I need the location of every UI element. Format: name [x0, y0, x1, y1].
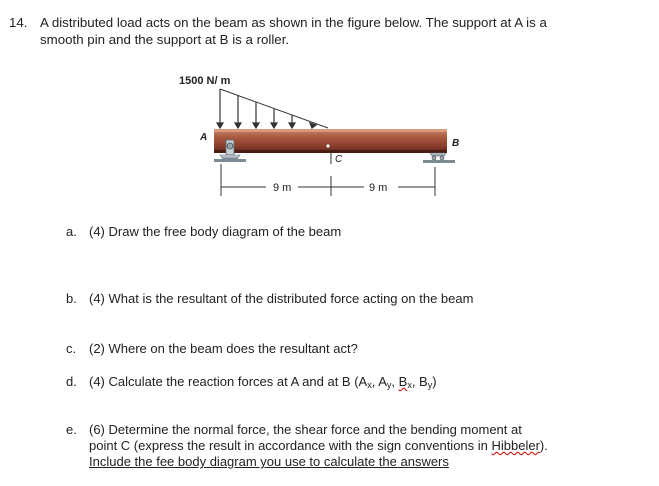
- roller-icon: [440, 156, 444, 160]
- beam-top-flange: [214, 129, 447, 132]
- pin-support-base: [220, 155, 240, 159]
- problem-text-line-1: A distributed load acts on the beam as shown in the figure below. The support at A is a: [40, 15, 547, 30]
- question-text: (2) Where on the beam does the resultant act?: [89, 341, 358, 356]
- subscript-ay: y: [386, 380, 392, 390]
- problem-number: 14.: [9, 15, 28, 30]
- question-d-mid2: ,: [391, 374, 399, 389]
- beam-figure: [176, 72, 471, 200]
- point-a-label: A: [200, 132, 208, 143]
- pin-icon: [227, 143, 233, 149]
- problem-statement: [9, 14, 649, 48]
- load-arrow-head: [271, 123, 277, 128]
- load-intensity-label: 1500 N/ m: [179, 75, 231, 87]
- question-letter: e.: [66, 422, 77, 437]
- question-d-mid1: , A: [371, 374, 387, 389]
- hibbeler-reference: Hibbeler: [491, 438, 540, 453]
- problem-text: [40, 14, 649, 48]
- question-d-mid3: , B: [411, 374, 428, 389]
- beam: [214, 129, 447, 153]
- dim-right-label: 9 m: [369, 182, 388, 194]
- pin-support-ground: [214, 159, 246, 162]
- roller-support-b: [423, 153, 455, 163]
- load-arrow-head: [289, 123, 295, 128]
- roller-icon: [432, 156, 436, 160]
- point-b-label: B: [452, 138, 460, 149]
- roller-support-top: [430, 153, 446, 156]
- question-letter: a.: [66, 224, 77, 239]
- point-c-marker: [326, 144, 329, 147]
- question-letter: c.: [66, 341, 77, 356]
- load-arrow-head: [235, 123, 241, 128]
- dimension-lines: [221, 164, 435, 196]
- question-text: (4) What is the resultant of the distributed force acting on the beam: [89, 291, 474, 306]
- load-arrow-head: [253, 123, 259, 128]
- question-e-line-3: Include the fee body diagram you use to calculate the answers: [89, 454, 449, 469]
- question-d-prefix: (4) Calculate the reaction forces at A and at B (A: [89, 374, 368, 389]
- problem-text-line-2: smooth pin and the support at B is a roller.: [40, 32, 290, 47]
- dim-left-label: 9 m: [273, 182, 292, 194]
- roller-support-ground: [423, 160, 455, 163]
- question-e-line-1: (6) Determine the normal force, the shear force and the bending moment at: [89, 422, 522, 437]
- question-e-line-2: [89, 438, 548, 454]
- beam-diagram: [176, 72, 471, 200]
- load-arrow-head: [217, 123, 223, 128]
- subscript-by: y: [427, 380, 433, 390]
- subscript-bx: x: [407, 380, 412, 390]
- question-text: (4) Draw the free body diagram of the beam: [89, 224, 342, 239]
- subscript-ax: x: [367, 380, 372, 390]
- question-e-line-2-prefix: point C (express the result in accordance with the sign conventions in: [89, 438, 492, 453]
- question-letter: b.: [66, 291, 77, 306]
- question-text: [89, 374, 437, 393]
- question-e-line-2-suffix: ).: [539, 438, 548, 453]
- load-arrows: [217, 89, 316, 128]
- point-c-label: C: [335, 154, 343, 165]
- question-text: [89, 422, 548, 470]
- question-d-suffix: ): [432, 374, 437, 389]
- question-letter: d.: [66, 374, 77, 389]
- bx-letter: B: [398, 374, 408, 389]
- question-d-bx: [399, 374, 412, 389]
